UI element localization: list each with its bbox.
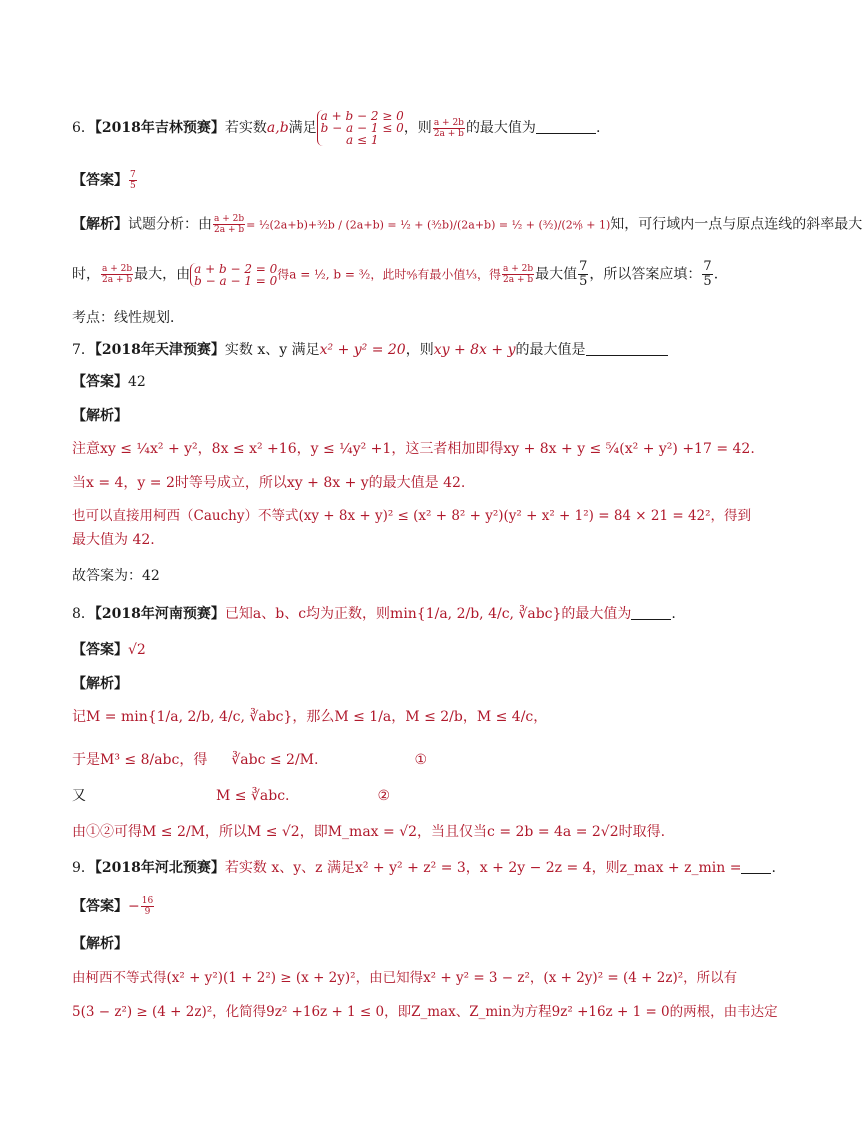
- solution-7-label: 【解析】: [72, 408, 128, 424]
- question-7: 7．【2018年天津预赛】实数 x、y 满足x² + y² = 20，则xy + 8x + y的最大值是: [72, 340, 668, 360]
- answer-9: 【答案】− $\frac{16}{9}$: [72, 896, 154, 917]
- answer-blank: [586, 341, 668, 356]
- solution-8-line-1: 记M = min{1/a, 2/b, 4/c, ∛abc}，那么M ≤ 1/a，M ≤ 2/b，M ≤ 4/c，: [72, 709, 548, 725]
- solution-8-label: 【解析】: [72, 676, 128, 692]
- solution-7-line-4: 最大值为 42.: [72, 532, 155, 548]
- source-tag: 【2018年河北预赛】: [94, 860, 225, 876]
- answer-7: 【答案】42: [72, 374, 146, 390]
- solution-9-line-1: 由柯西不等式得(x² + y²)(1 + 2²) ≥ (x + 2y)²，由已知得x² + y² = 3 − z²，(x + 2y)² = (4 + 2z)²，所以有: [72, 970, 738, 986]
- solution-8-line-4: 由①②可得M ≤ 2/M，所以M ≤ √2，即M_max = √2，当且仅当c = 2b = 4a = 2√2时取得.: [72, 824, 666, 840]
- question-9: 9．【2018年河北预赛】若实数 x、y、z 满足x² + y² + z² = 3，x + 2y − 2z = 4，则z_max + z_min = .: [72, 860, 776, 876]
- answer-blank: [741, 859, 771, 874]
- answer-blank: [536, 119, 596, 134]
- answer-fraction: $\frac{7}{5}$: [130, 170, 136, 191]
- answer-8: 【答案】√2: [72, 642, 146, 658]
- answer-6: 【答案】 $\frac{7}{5}$: [72, 170, 136, 191]
- solution-6-line-1: 【解析】试题分析：由 $\frac{a + 2b}{2a + b}$ = ½(2a+b)+³⁄₂b / (2a+b) = ½ + (³⁄₂b)/(2a+b) = ½ + (³⁄₂)/(2ᵃ⁄ᵦ + 1)知，可行域内一点与原点连线的斜率最大: [72, 214, 862, 235]
- solution-7-line-1: 注意xy ≤ ¼x² + y²，8x ≤ x² +16，y ≤ ¼y² +1，这三者相加即得xy + 8x + y ≤ ⁵⁄₄(x² + y²) +17 = 42.: [72, 441, 755, 457]
- fraction: $\frac{a + 2b}{2a + b}$: [433, 117, 464, 139]
- answer-fraction: $\frac{16}{9}$: [141, 896, 154, 917]
- solution-7-line-5: 故答案为：42: [72, 568, 160, 584]
- solution-8-line-2: 于是M³ ≤ 8/abc，得 ∛abc ≤ 2/M. ①: [72, 752, 428, 768]
- constraint-system: a + b − 2 ≥ 0 b − a − 1 ≤ 0 a ≤ 1: [317, 110, 404, 146]
- source-tag: 【2018年吉林预赛】: [94, 120, 225, 136]
- source-tag: 【2018年河南预赛】: [94, 606, 225, 622]
- solution-9-label: 【解析】: [72, 936, 128, 952]
- solution-9-line-2: 5(3 − z²) ≥ (4 + 2z)²，化简得9z² +16z + 1 ≤ 0，即Z_max、Z_min为方程9z² +16z + 1 = 0的两根，由韦达定: [72, 1004, 778, 1020]
- solution-7-line-3: 也可以直接用柯西（Cauchy）不等式(xy + 8x + y)² ≤ (x² + 8² + y²)(y² + x² + 1²) = 84 × 21 = 42²，得到: [72, 508, 752, 524]
- answer-blank: [631, 605, 671, 620]
- solution-6-note: 考点：线性规划．: [72, 310, 184, 326]
- question-8: 8．【2018年河南预赛】已知a、b、c均为正数，则min{1/a, 2/b, 4/c, ∛abc}的最大值为 .: [72, 606, 676, 622]
- solution-6-line-2: 时， $\frac{a + 2b}{2a + b}$ 最大，由 a + b − 2 = 0 b − a − 1 = 0 得a = ½, b = ³⁄₂，此时ᵃ⁄ᵦ有最小值⅓，得 $\frac{a + 2b}{2a + b}$ 最大值 $\frac{7}{5}$ ，所以答案应填： $\frac{7}{5}$ .: [72, 259, 719, 289]
- source-tag: 【2018年天津预赛】: [94, 342, 225, 358]
- solution-8-line-3: 又 M ≤ ∛abc. ②: [72, 788, 391, 804]
- question-6: 6．【2018年吉林预赛】若实数a,b满足 a + b − 2 ≥ 0 b − a − 1 ≤ 0 a ≤ 1 ，则 $\frac{a + 2b}{2a + b}$ 的最大值为 .: [72, 109, 601, 147]
- solution-7-line-2: 当x = 4，y = 2时等号成立，所以xy + 8x + y的最大值是 42.: [72, 475, 466, 491]
